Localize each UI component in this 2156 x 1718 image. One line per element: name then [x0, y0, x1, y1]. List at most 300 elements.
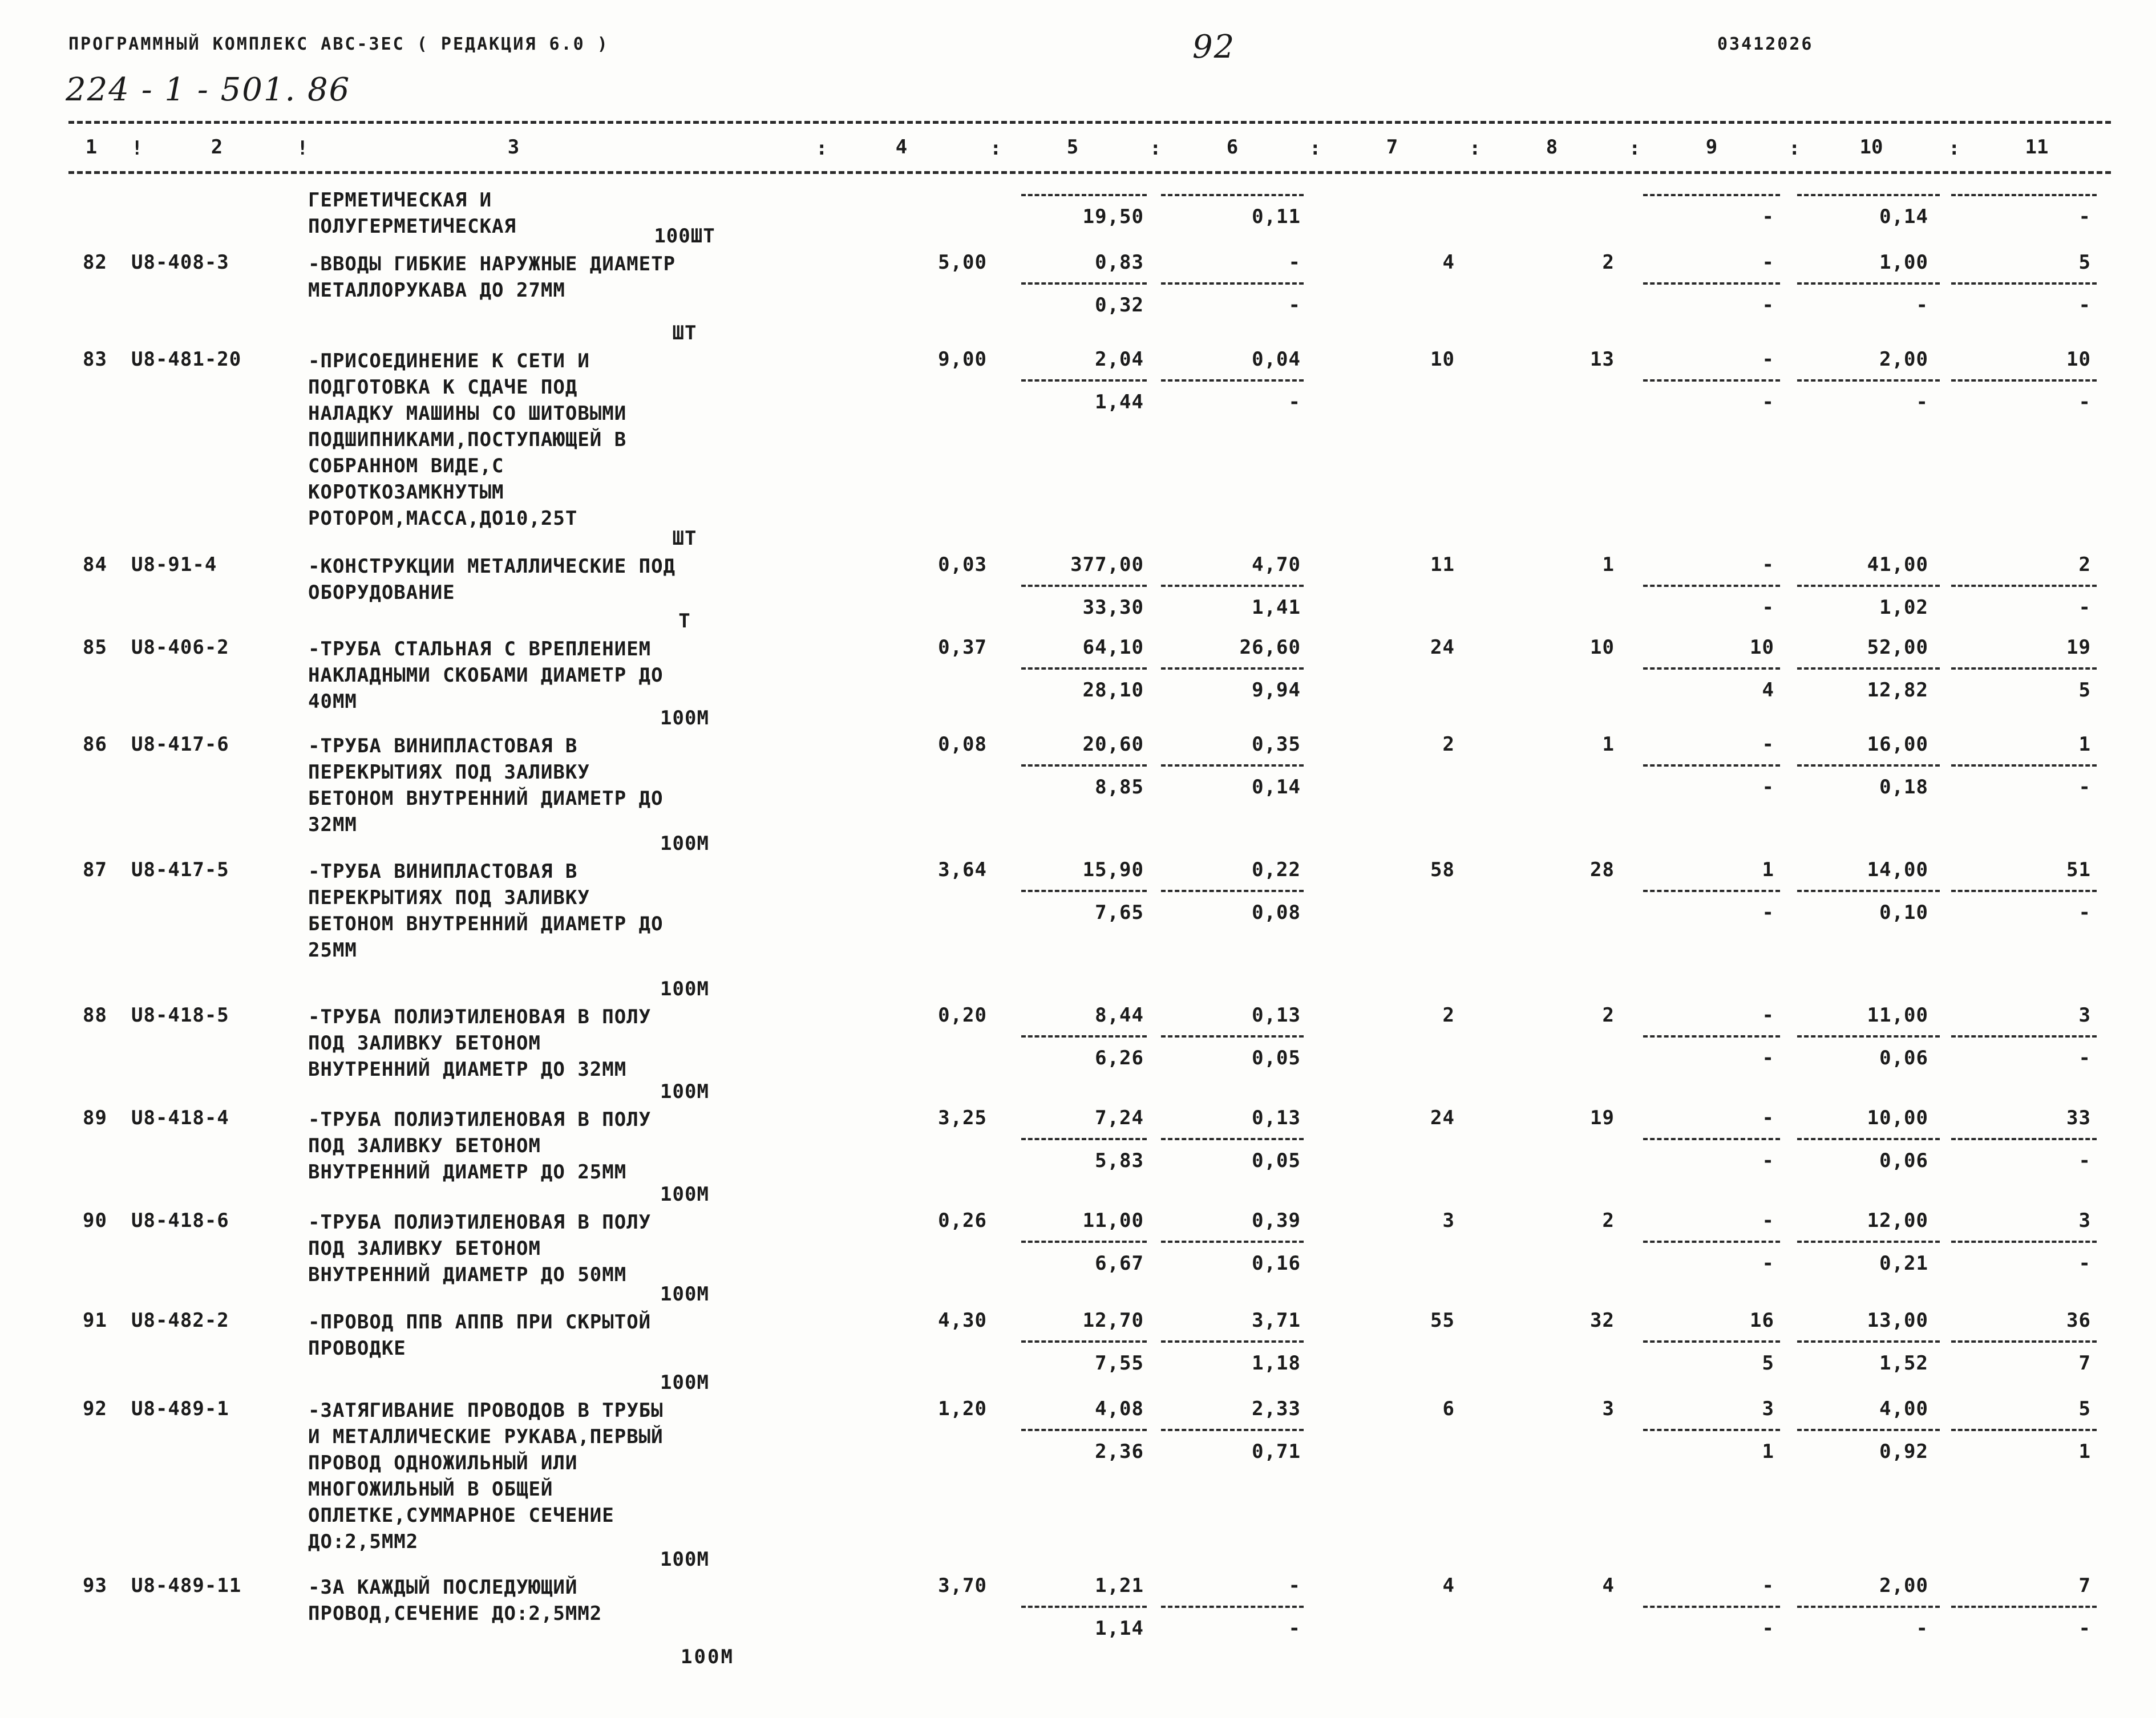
dash-separator: [1643, 1429, 1780, 1431]
cell-c6b: -: [1288, 1617, 1301, 1640]
cell-c5: 11,00: [1082, 1209, 1144, 1232]
cell-c5b: 8,85: [1095, 776, 1144, 799]
work-description: -ТРУБА ПОЛИЭТИЛЕНОВАЯ В ПОЛУ ПОД ЗАЛИВКУ БЕТОНОМ ВНУТРЕННИЙ ДИАМЕТР ДО 25ММ: [308, 1108, 652, 1184]
cell-c5b: 28,10: [1082, 679, 1144, 702]
dash-separator: [1643, 1035, 1780, 1038]
dash-separator: [1643, 667, 1780, 670]
cell-c6b: 0,16: [1252, 1252, 1301, 1275]
norm-code: U8-481-20: [131, 348, 242, 371]
cell-c6: 4,70: [1252, 553, 1301, 576]
cell-c11: 51: [2066, 858, 2091, 881]
cell-c7: 58: [1430, 858, 1455, 881]
cell-c10: 1,00: [1879, 251, 1928, 274]
cell-c5b: 7,65: [1095, 901, 1144, 924]
cell-c8: 2: [1602, 1209, 1615, 1232]
unit-label: 100М: [660, 1080, 709, 1103]
cell-c10b: 1,02: [1879, 596, 1928, 619]
program-header: ПРОГРАММНЫЙ КОМПЛЕКС АВС-3ЕС ( РЕДАКЦИЯ 6.0 ): [68, 34, 609, 54]
dash-separator: [1021, 1035, 1147, 1038]
col-sep: :: [990, 137, 1002, 160]
work-description: ГЕРМЕТИЧЕСКАЯ И ПОЛУГЕРМЕТИЧЕСКАЯ: [308, 189, 516, 238]
dash-separator: [1643, 890, 1780, 892]
norm-code: U8-406-2: [131, 636, 229, 659]
row-number: 82: [83, 251, 107, 274]
cell-c5b: 33,30: [1082, 596, 1144, 619]
cell-c5b: 1,44: [1095, 391, 1144, 414]
cell-c7: 24: [1430, 636, 1455, 659]
cell-c4: 1,20: [938, 1397, 987, 1420]
norm-code: U8-418-5: [131, 1004, 229, 1027]
cell-c5b: 2,36: [1095, 1440, 1144, 1463]
cell-c5: 0,83: [1095, 251, 1144, 274]
cell-c9: -: [1762, 1004, 1774, 1027]
cell-c11b: -: [2078, 1617, 2091, 1640]
cell-c5: 12,70: [1082, 1309, 1144, 1332]
dash-separator: [1643, 1340, 1780, 1343]
dash-separator: [1161, 1340, 1304, 1343]
col-1-header: 1: [85, 136, 98, 159]
cell-c9b: -: [1762, 1617, 1774, 1640]
cell-c4: 0,26: [938, 1209, 987, 1232]
cell-c11b: -: [2078, 596, 2091, 619]
work-description: -ПРИСОЕДИНЕНИЕ К СЕТИ И ПОДГОТОВКА К СДАЧЕ ПОД НАЛАДКУ МАШИНЫ СО ШИТОВЫМИ ПОДШИПНИКАМИ,ПОСТУПАЮЩЕЙ В СОБРАННОМ ВИДЕ,С КОРОТКОЗАМКНУТЫМ РОТОРОМ,МАССА,ДО10,25Т: [308, 350, 627, 530]
row-number: 84: [83, 553, 107, 576]
cell-c11: 2: [2078, 553, 2091, 576]
col-11-header: 11: [2025, 136, 2049, 159]
cell-c5b: 0,32: [1095, 294, 1144, 317]
dash-separator: [1797, 1138, 1940, 1140]
dash-separator: [1797, 890, 1940, 892]
dash-separator: [1021, 585, 1147, 587]
cell-c11: 36: [2066, 1309, 2091, 1332]
cell-c11b: -: [2078, 1252, 2091, 1275]
col-5-header: 5: [1066, 136, 1079, 159]
dash-separator: [1161, 282, 1304, 285]
col-6-header: 6: [1226, 136, 1239, 159]
cell-c8: 28: [1590, 858, 1615, 881]
col-sep: :: [1469, 137, 1481, 160]
cell-c11: 3: [2078, 1004, 2091, 1027]
row-number: 85: [83, 636, 107, 659]
dash-separator: [1643, 194, 1780, 196]
dash-separator: [1021, 1606, 1147, 1608]
dash-separator: [1161, 1138, 1304, 1140]
cell-c9: -: [1762, 348, 1774, 371]
cell-c9b: -: [1762, 391, 1774, 414]
work-description: -ТРУБА ВИНИПЛАСТОВАЯ В ПЕРЕКРЫТИЯХ ПОД ЗАЛИВКУ БЕТОНОМ ВНУТРЕННИЙ ДИАМЕТР ДО 25ММ: [308, 860, 664, 962]
cell-c10b: 0,06: [1879, 1047, 1928, 1069]
cell-c9: -: [1762, 1574, 1774, 1597]
dash-separator: [1643, 764, 1780, 767]
cell-c9b: -: [1762, 1252, 1774, 1275]
cell-c5: 20,60: [1082, 733, 1144, 756]
cell-c10: 13,00: [1867, 1309, 1928, 1332]
cell-c8: 2: [1602, 1004, 1615, 1027]
col-sep: :: [1150, 137, 1162, 160]
cell-c6b: 0,08: [1252, 901, 1301, 924]
cell-c10b: 0,10: [1879, 901, 1928, 924]
cell-c11b: -: [2078, 901, 2091, 924]
norm-code: U8-482-2: [131, 1309, 229, 1332]
cell-c6b: 1,18: [1252, 1352, 1301, 1375]
dash-separator: [1021, 1429, 1147, 1431]
cell-c11b: -: [2078, 1149, 2091, 1172]
col-10-header: 10: [1859, 136, 1883, 159]
work-description: -КОНСТРУКЦИИ МЕТАЛЛИЧЕСКИЕ ПОД ОБОРУДОВАНИЕ: [308, 555, 676, 604]
cell-c6b: 0,05: [1252, 1047, 1301, 1069]
cell-c4: 9,00: [938, 348, 987, 371]
cell-c7: 2: [1442, 1004, 1455, 1027]
cell-c7: 6: [1442, 1397, 1455, 1420]
cell-c11b: -: [2078, 294, 2091, 317]
dash-separator: [1643, 585, 1780, 587]
cell-c9: -: [1762, 1209, 1774, 1232]
cell-c4: 5,00: [938, 251, 987, 274]
cell-c5: 1,21: [1095, 1574, 1144, 1597]
cell-c10: 4,00: [1879, 1397, 1928, 1420]
cell-c5: 15,90: [1082, 858, 1144, 881]
cell-c9b: -: [1762, 776, 1774, 799]
dash-separator: [1021, 282, 1147, 285]
cell-c5: 2,04: [1095, 348, 1144, 371]
dash-separator: [1643, 1241, 1780, 1243]
col-3-header: 3: [507, 136, 520, 159]
norm-code: U8-91-4: [131, 553, 217, 576]
cell-c8: 3: [1602, 1397, 1615, 1420]
norm-code: U8-417-6: [131, 733, 229, 756]
cell-c6b: -: [1288, 391, 1301, 414]
col-9-header: 9: [1705, 136, 1718, 159]
document-reference: 224 - 1 - 501. 86: [66, 71, 351, 108]
cell-c6b: -: [1288, 294, 1301, 317]
row-number: 88: [83, 1004, 107, 1027]
cell-c9: 3: [1762, 1397, 1774, 1420]
cell-c4: 4,30: [938, 1309, 987, 1332]
cell-c7: 10: [1430, 348, 1455, 371]
dash-separator: [1951, 1138, 2097, 1140]
cell-c6: 3,71: [1252, 1309, 1301, 1332]
cell-c8: 1: [1602, 553, 1615, 576]
cell-c4: 0,08: [938, 733, 987, 756]
cell-c6b: 0,05: [1252, 1149, 1301, 1172]
cell-c8: 1: [1602, 733, 1615, 756]
cell-c11b: -: [2078, 1047, 2091, 1069]
dash-separator: [1797, 764, 1940, 767]
cell-c10b: 1,52: [1879, 1352, 1928, 1375]
cell-c6: 0,22: [1252, 858, 1301, 881]
dash-separator: [1161, 1241, 1304, 1243]
norm-code: U8-418-4: [131, 1107, 229, 1129]
cell-c7: 2: [1442, 733, 1455, 756]
dash-separator: [1021, 667, 1147, 670]
header-top-rule: [68, 121, 2111, 124]
header-bottom-rule: [68, 171, 2111, 174]
work-description: -ТРУБА ПОЛИЭТИЛЕНОВАЯ В ПОЛУ ПОД ЗАЛИВКУ БЕТОНОМ ВНУТРЕННИЙ ДИАМЕТР ДО 50ММ: [308, 1211, 652, 1286]
cell-c6b: 0,14: [1252, 776, 1301, 799]
cell-c5: 377,00: [1070, 553, 1144, 576]
row-number: 91: [83, 1309, 107, 1332]
cell-c6: 0,35: [1252, 733, 1301, 756]
col-8-header: 8: [1546, 136, 1558, 159]
unit-label: ШТ: [672, 322, 697, 345]
dash-separator: [1161, 1035, 1304, 1038]
cell-c6: -: [1288, 251, 1301, 274]
unit-label: 100М: [660, 832, 709, 855]
cell-c10b: 0,14: [1879, 205, 1928, 228]
col-2-header: 2: [211, 136, 223, 159]
dash-separator: [1021, 194, 1147, 196]
work-description: -ТРУБА СТАЛЬНАЯ С ВРЕПЛЕНИЕМ НАКЛАДНЫМИ СКОБАМИ ДИАМЕТР ДО 40ММ: [308, 638, 664, 713]
norm-code: U8-417-5: [131, 858, 229, 881]
col-sep: :: [1309, 137, 1321, 160]
cell-c11b: 1: [2078, 1440, 2091, 1463]
row-number: 83: [83, 348, 107, 371]
cell-c11: 5: [2078, 1397, 2091, 1420]
cell-c5: 8,44: [1095, 1004, 1144, 1027]
dash-separator: [1797, 667, 1940, 670]
dash-separator: [1951, 282, 2097, 285]
dash-separator: [1161, 1429, 1304, 1431]
cell-c9: -: [1762, 733, 1774, 756]
cell-c6: 26,60: [1239, 636, 1301, 659]
cell-c11: 10: [2066, 348, 2091, 371]
dash-separator: [1797, 1606, 1940, 1608]
cell-c7: 55: [1430, 1309, 1455, 1332]
dash-separator: [1951, 1340, 2097, 1343]
dash-separator: [1161, 764, 1304, 767]
cell-c10: 2,00: [1879, 1574, 1928, 1597]
trailing-unit: 100М: [681, 1646, 734, 1668]
dash-separator: [1161, 1606, 1304, 1608]
col-sep: !: [131, 137, 143, 160]
cell-c10: 12,00: [1867, 1209, 1928, 1232]
cell-c6: 0,13: [1252, 1107, 1301, 1129]
cell-c9b: 1: [1762, 1440, 1774, 1463]
cell-c10: 41,00: [1867, 553, 1928, 576]
cell-c10b: 12,82: [1867, 679, 1928, 702]
cell-c10b: -: [1916, 1617, 1928, 1640]
cell-c10: 16,00: [1867, 733, 1928, 756]
dash-separator: [1643, 1138, 1780, 1140]
dash-separator: [1951, 890, 2097, 892]
cell-c8: 32: [1590, 1309, 1615, 1332]
dash-separator: [1951, 764, 2097, 767]
unit-label: 100М: [660, 1548, 709, 1571]
cell-c9: -: [1762, 553, 1774, 576]
cell-c8: 10: [1590, 636, 1615, 659]
dash-separator: [1951, 1429, 2097, 1431]
col-4-header: 4: [895, 136, 908, 159]
col-sep: :: [1629, 137, 1641, 160]
col-sep: :: [1948, 137, 1960, 160]
dash-separator: [1797, 1429, 1940, 1431]
cell-c7: 4: [1442, 1574, 1455, 1597]
cell-c9: -: [1762, 1107, 1774, 1129]
dash-separator: [1951, 1606, 2097, 1608]
cell-c5: 7,24: [1095, 1107, 1144, 1129]
cell-c10: 2,00: [1879, 348, 1928, 371]
row-number: 87: [83, 858, 107, 881]
work-description: -ЗА КАЖДЫЙ ПОСЛЕДУЮЩИЙ ПРОВОД,СЕЧЕНИЕ ДО:2,5ММ2: [308, 1576, 602, 1625]
cell-c4: 0,20: [938, 1004, 987, 1027]
norm-code: U8-489-1: [131, 1397, 229, 1420]
document-code: 03412026: [1717, 34, 1814, 54]
cell-c10b: 0,06: [1879, 1149, 1928, 1172]
cell-c5b: 1,14: [1095, 1617, 1144, 1640]
cell-c6: 0,04: [1252, 348, 1301, 371]
dash-separator: [1797, 194, 1940, 196]
dash-separator: [1643, 282, 1780, 285]
cell-c11b: -: [2078, 205, 2091, 228]
dash-separator: [1161, 667, 1304, 670]
dash-separator: [1951, 1241, 2097, 1243]
cell-c11: 5: [2078, 251, 2091, 274]
cell-c5b: 6,26: [1095, 1047, 1144, 1069]
cell-c5b: 7,55: [1095, 1352, 1144, 1375]
cell-c4: 0,03: [938, 553, 987, 576]
cell-c9b: -: [1762, 205, 1774, 228]
cell-c7: 24: [1430, 1107, 1455, 1129]
unit-label: 100М: [660, 1283, 709, 1306]
cell-c11b: -: [2078, 776, 2091, 799]
unit-label: 100М: [660, 707, 709, 730]
row-number: 89: [83, 1107, 107, 1129]
dash-separator: [1021, 379, 1147, 382]
dash-separator: [1021, 1340, 1147, 1343]
cell-c4: 0,37: [938, 636, 987, 659]
col-sep: !: [297, 137, 309, 160]
cell-c7: 11: [1430, 553, 1455, 576]
dash-separator: [1021, 1241, 1147, 1243]
cell-c10: 52,00: [1867, 636, 1928, 659]
dash-separator: [1951, 1035, 2097, 1038]
cell-c9b: -: [1762, 1149, 1774, 1172]
cell-c8: 13: [1590, 348, 1615, 371]
norm-code: U8-418-6: [131, 1209, 229, 1232]
work-description: -ПРОВОД ППВ АППВ ПРИ СКРЫТОЙ ПРОВОДКЕ: [308, 1311, 652, 1360]
cell-c10: 11,00: [1867, 1004, 1928, 1027]
cell-c9: 1: [1762, 858, 1774, 881]
row-number: 90: [83, 1209, 107, 1232]
dash-separator: [1797, 585, 1940, 587]
dash-separator: [1797, 1035, 1940, 1038]
cell-c9b: -: [1762, 901, 1774, 924]
dash-separator: [1021, 890, 1147, 892]
cell-c6b: 0,71: [1252, 1440, 1301, 1463]
col-sep: :: [816, 137, 828, 160]
cell-c5b: 6,67: [1095, 1252, 1144, 1275]
cell-c5: 64,10: [1082, 636, 1144, 659]
cell-c10b: -: [1916, 391, 1928, 414]
dash-separator: [1021, 764, 1147, 767]
dash-separator: [1797, 1340, 1940, 1343]
dash-separator: [1797, 1241, 1940, 1243]
cell-c11b: 5: [2078, 679, 2091, 702]
cell-c4: 3,25: [938, 1107, 987, 1129]
cell-c11b: -: [2078, 391, 2091, 414]
cell-c6: 0,13: [1252, 1004, 1301, 1027]
cell-c9: 16: [1750, 1309, 1774, 1332]
work-description: -ЗАТЯГИВАНИЕ ПРОВОДОВ В ТРУБЫ И МЕТАЛЛИЧЕСКИЕ РУКАВА,ПЕРВЫЙ ПРОВОД ОДНОЖИЛЬНЫЙ ИЛИ МНОГОЖИЛЬНЫЙ В ОБЩЕЙ ОПЛЕТКЕ,СУММАРНОЕ СЕЧЕНИЕ ДО:2,5ММ2: [308, 1399, 664, 1553]
cell-c6: 0,39: [1252, 1209, 1301, 1232]
unit-label: 100ШТ: [654, 225, 715, 248]
dash-separator: [1797, 282, 1940, 285]
dash-separator: [1643, 1606, 1780, 1608]
cell-c6: -: [1288, 1574, 1301, 1597]
work-description: -ВВОДЫ ГИБКИЕ НАРУЖНЫЕ ДИАМЕТР МЕТАЛЛОРУКАВА ДО 27ММ: [308, 253, 676, 302]
row-number: 93: [83, 1574, 107, 1597]
cell-c10b: -: [1916, 294, 1928, 317]
cell-c8: 4: [1602, 1574, 1615, 1597]
cell-c11: 7: [2078, 1574, 2091, 1597]
cell-c11b: 7: [2078, 1352, 2091, 1375]
cell-c11: 1: [2078, 733, 2091, 756]
unit-label: Т: [678, 610, 691, 633]
cell-c9b: 5: [1762, 1352, 1774, 1375]
cell-c6b: 0,11: [1252, 205, 1301, 228]
cell-c8: 19: [1590, 1107, 1615, 1129]
dash-separator: [1643, 379, 1780, 382]
cell-c5b: 5,83: [1095, 1149, 1144, 1172]
cell-c10: 14,00: [1867, 858, 1928, 881]
dash-separator: [1951, 667, 2097, 670]
cell-c7: 3: [1442, 1209, 1455, 1232]
cell-c4: 3,70: [938, 1574, 987, 1597]
dash-separator: [1021, 1138, 1147, 1140]
cell-c11: 3: [2078, 1209, 2091, 1232]
unit-label: ШТ: [672, 527, 697, 550]
unit-label: 100М: [660, 978, 709, 1000]
unit-label: 100М: [660, 1183, 709, 1206]
dash-separator: [1161, 379, 1304, 382]
unit-label: 100М: [660, 1371, 709, 1394]
col-7-header: 7: [1386, 136, 1398, 159]
norm-code: U8-408-3: [131, 251, 229, 274]
work-description: -ТРУБА ПОЛИЭТИЛЕНОВАЯ В ПОЛУ ПОД ЗАЛИВКУ БЕТОНОМ ВНУТРЕННИЙ ДИАМЕТР ДО 32ММ: [308, 1006, 652, 1081]
cell-c6: 2,33: [1252, 1397, 1301, 1420]
cell-c10: 10,00: [1867, 1107, 1928, 1129]
cell-c6b: 9,94: [1252, 679, 1301, 702]
cell-c9: 10: [1750, 636, 1774, 659]
cell-c10b: 0,21: [1879, 1252, 1928, 1275]
col-sep: :: [1789, 137, 1801, 160]
dash-separator: [1797, 379, 1940, 382]
cell-c10b: 0,18: [1879, 776, 1928, 799]
dash-separator: [1951, 194, 2097, 196]
dash-separator: [1951, 379, 2097, 382]
work-description: -ТРУБА ВИНИПЛАСТОВАЯ В ПЕРЕКРЫТИЯХ ПОД ЗАЛИВКУ БЕТОНОМ ВНУТРЕННИЙ ДИАМЕТР ДО 32ММ: [308, 735, 664, 836]
cell-c9b: -: [1762, 294, 1774, 317]
dash-separator: [1951, 585, 2097, 587]
dash-separator: [1161, 890, 1304, 892]
dash-separator: [1161, 585, 1304, 587]
cell-c5b: 19,50: [1082, 205, 1144, 228]
cell-c9: -: [1762, 251, 1774, 274]
cell-c9b: -: [1762, 1047, 1774, 1069]
cell-c11: 33: [2066, 1107, 2091, 1129]
row-number: 92: [83, 1397, 107, 1420]
cell-c9b: -: [1762, 596, 1774, 619]
cell-c7: 4: [1442, 251, 1455, 274]
cell-c8: 2: [1602, 251, 1615, 274]
cell-c9b: 4: [1762, 679, 1774, 702]
cell-c6b: 1,41: [1252, 596, 1301, 619]
cell-c11: 19: [2066, 636, 2091, 659]
cell-c10b: 0,92: [1879, 1440, 1928, 1463]
row-number: 86: [83, 733, 107, 756]
cell-c4: 3,64: [938, 858, 987, 881]
page-number: 92: [1192, 29, 1236, 66]
